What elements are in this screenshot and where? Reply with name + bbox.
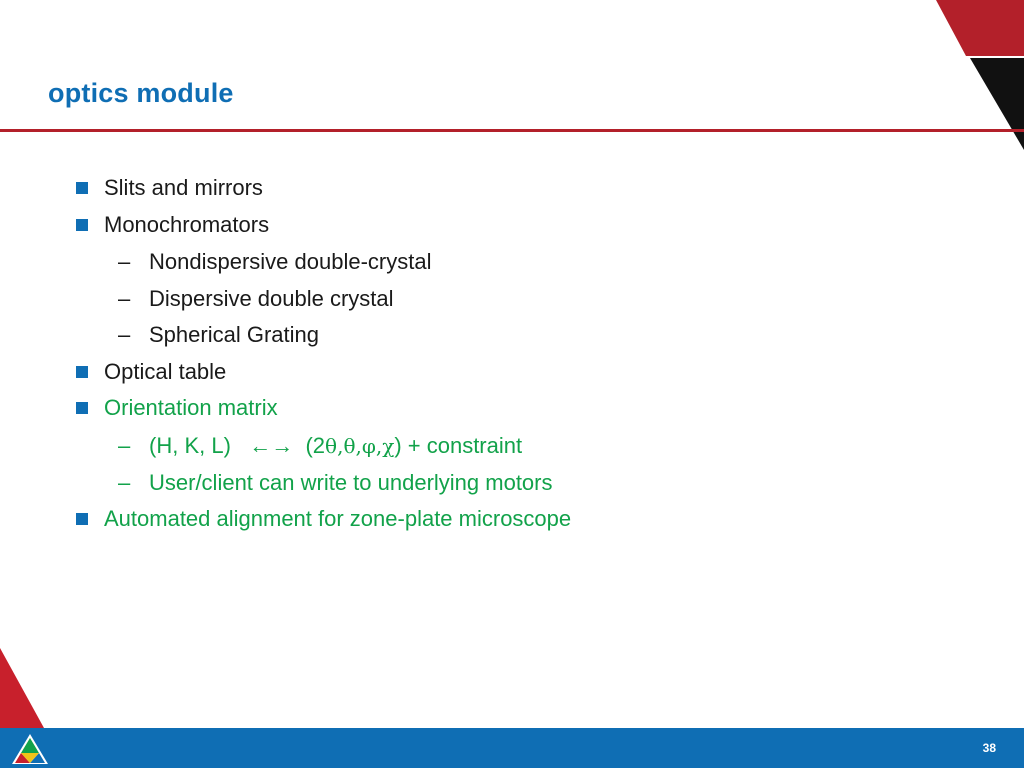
dash-marker: – xyxy=(118,322,131,347)
dash-marker: – xyxy=(118,470,131,495)
page-number: 38 xyxy=(982,741,996,755)
bullet-square-icon xyxy=(76,513,88,525)
bullet-square-icon xyxy=(76,402,88,414)
bullet-item: Optical table xyxy=(104,359,227,384)
bullet-square-icon xyxy=(76,219,88,231)
constraint-text: ) + constraint xyxy=(394,433,523,458)
bullet-item: Automated alignment for zone-plate microscope xyxy=(104,506,572,531)
bullet-square-icon xyxy=(76,182,88,194)
bidirectional-arrow-icon: ←→ xyxy=(249,433,294,458)
bullet-item: Monochromators xyxy=(104,212,270,237)
angle-open-text: (2 xyxy=(305,433,326,458)
sub-bullet-item: Nondispersive double-crystal xyxy=(149,249,432,274)
footer-bar xyxy=(0,728,1024,768)
bullet-square-icon xyxy=(76,366,88,378)
slide-title: optics module xyxy=(48,78,234,108)
dash-marker: – xyxy=(118,286,131,311)
bullet-item: Orientation matrix xyxy=(104,395,278,420)
sub-bullet-item: Dispersive double crystal xyxy=(149,286,394,311)
hkl-text: (H, K, L) xyxy=(149,433,231,458)
greek-angles: θ,θ,φ,χ xyxy=(325,434,395,458)
bullet-item: Slits and mirrors xyxy=(104,175,263,200)
sub-bullet-item: Spherical Grating xyxy=(149,322,319,347)
dash-marker: – xyxy=(118,249,131,274)
sub-bullet-item: User/client can write to underlying motors xyxy=(149,470,553,495)
dash-marker: – xyxy=(118,433,131,458)
sub-bullet-item-hkl xyxy=(149,433,522,459)
tri-color-triangle-logo-icon xyxy=(10,732,50,766)
